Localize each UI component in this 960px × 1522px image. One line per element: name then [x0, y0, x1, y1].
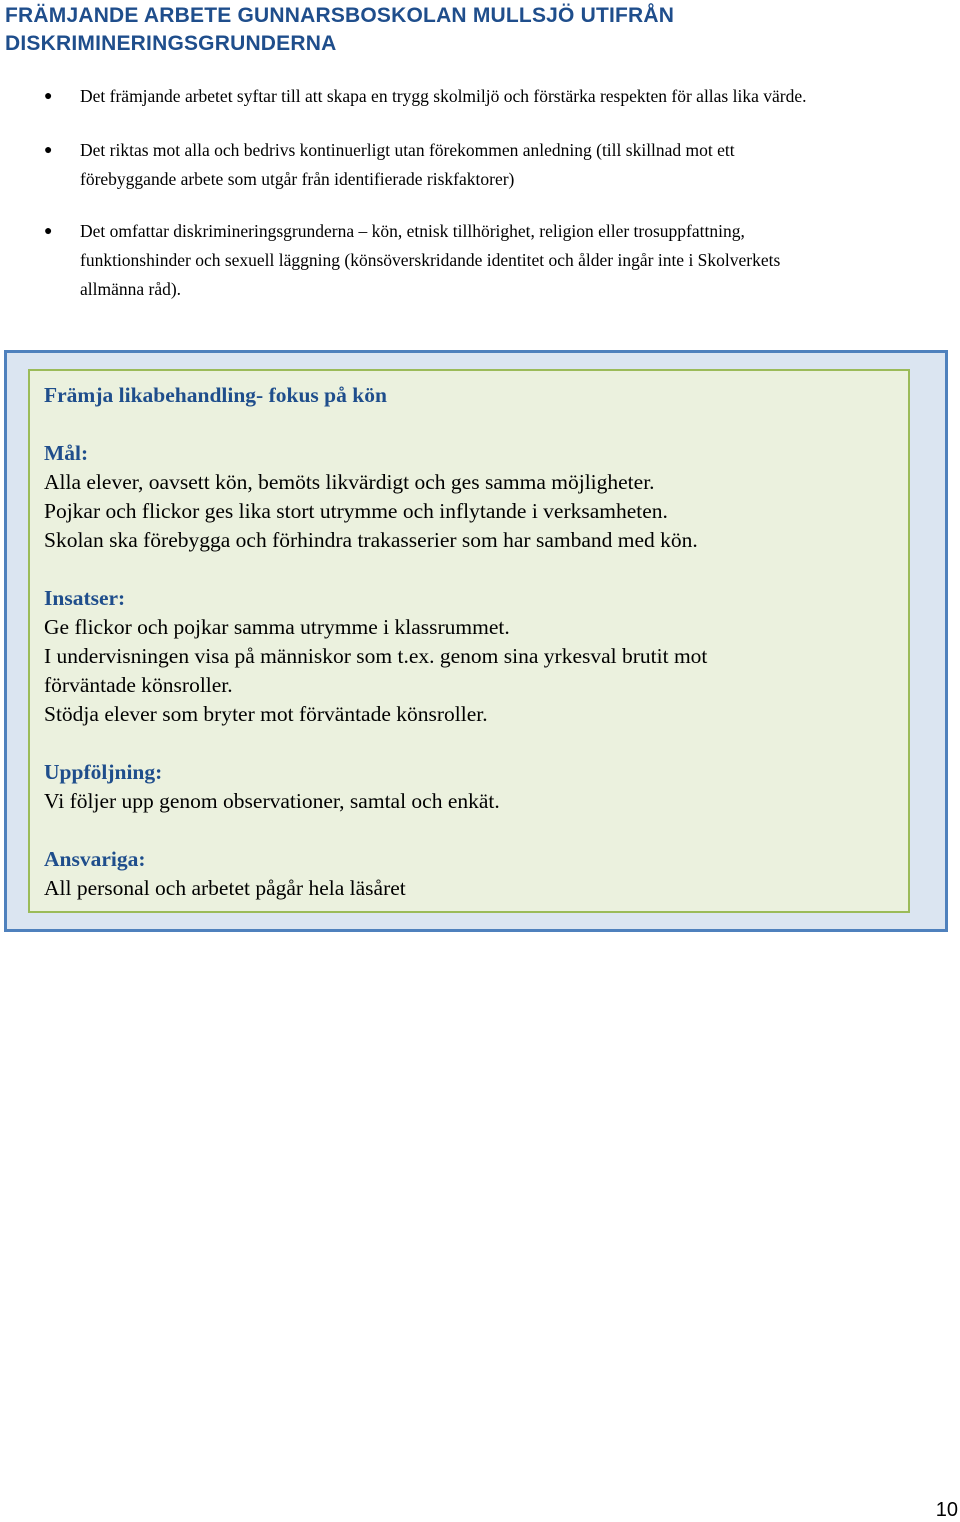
section-follow-up: [44, 758, 904, 816]
bullet-item-3: [44, 217, 940, 304]
page-number: 10: [935, 1499, 958, 1521]
section-line: Pojkar och flickor ges lika stort utrymme och inflytande i verksamheten.: [44, 499, 668, 523]
section-line: Stödja elever som bryter mot förväntade könsroller.: [44, 702, 488, 726]
section-responsible: [44, 845, 904, 903]
focus-box-inner: [28, 369, 910, 913]
section-heading: Uppföljning:: [44, 760, 163, 784]
bullet-text: Det främjande arbetet syftar till att skapa en trygg skolmiljö och förstärka respekten för allas lika värde.: [80, 86, 807, 106]
bullet-icon: ●: [44, 143, 53, 158]
heading-line-2: DISKRIMINERINGSGRUNDERNA: [5, 32, 337, 55]
section-line: Ge flickor och pojkar samma utrymme i klassrummet.: [44, 615, 510, 639]
focus-box-content: [44, 381, 904, 932]
bullet-text: förebyggande arbete som utgår från identifierade riskfaktorer): [80, 169, 515, 189]
bullet-text: funktionshinder och sexuell läggning (könsöverskridande identitet och ålder ingår inte i Skolverkets: [80, 250, 781, 270]
section-line: Vi följer upp genom observationer, samtal och enkät.: [44, 789, 500, 813]
section-line: förväntade könsroller.: [44, 673, 233, 697]
bullet-text: allmänna råd).: [80, 279, 182, 299]
bullet-text: Det omfattar diskrimineringsgrunderna – kön, etnisk tillhörighet, religion eller trosuppfattning,: [80, 221, 745, 241]
section-line: Skolan ska förebygga och förhindra trakasserier som har samband med kön.: [44, 528, 698, 552]
section-line: All personal och arbetet pågår hela läsåret: [44, 876, 406, 900]
bullet-item-2: [44, 136, 940, 194]
heading-line-1: FRÄMJANDE ARBETE GUNNARSBOSKOLAN MULLSJÖ UTIFRÅN: [5, 4, 675, 27]
section-goal: [44, 439, 904, 555]
section-heading: Insatser:: [44, 586, 126, 610]
focus-box: [4, 350, 948, 932]
section-actions: [44, 584, 904, 729]
section-line: I undervisningen visa på människor som t.ex. genom sina yrkesval brutit mot: [44, 644, 708, 668]
bullet-icon: ●: [44, 89, 53, 104]
bullet-text: Det riktas mot alla och bedrivs kontinuerligt utan förekommen anledning (till skillnad mot ett: [80, 140, 735, 160]
section-heading: Ansvariga:: [44, 847, 146, 871]
section-heading: Mål:: [44, 441, 89, 465]
bullet-icon: ●: [44, 224, 53, 239]
document-heading: [5, 2, 945, 58]
bullet-item-1: [44, 82, 940, 111]
section-line: Alla elever, oavsett kön, bemöts likvärdigt och ges samma möjligheter.: [44, 470, 655, 494]
focus-box-title: Främja likabehandling- fokus på kön: [44, 383, 387, 407]
